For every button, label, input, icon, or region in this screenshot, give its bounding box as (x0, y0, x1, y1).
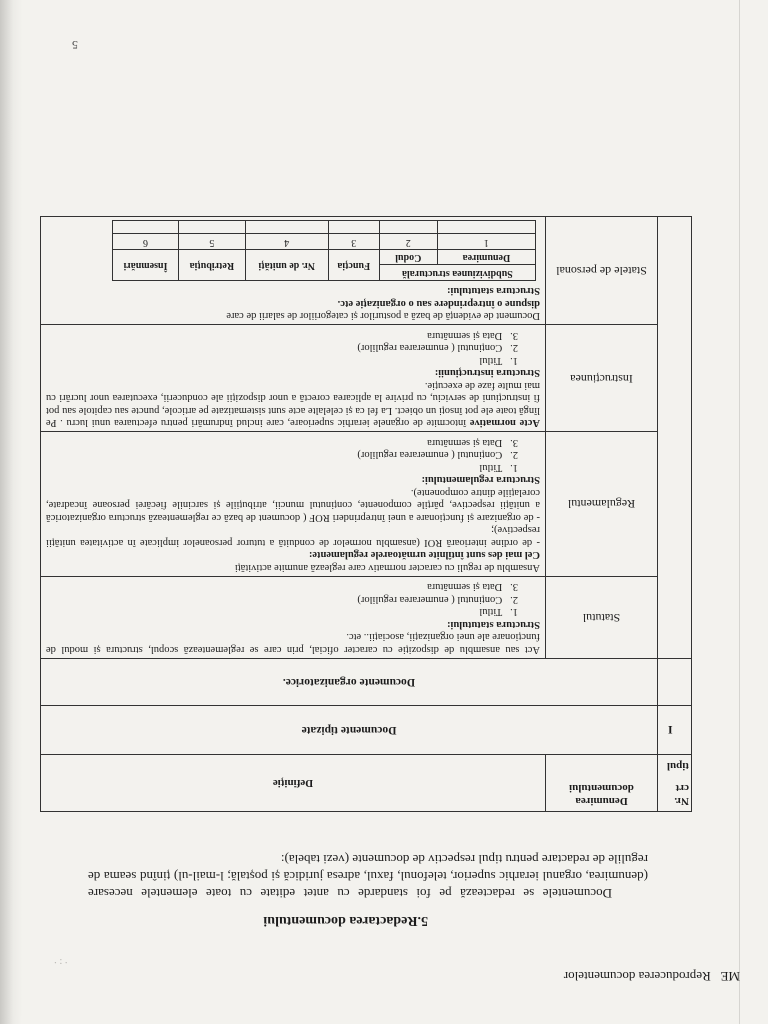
list-item: 3. Data și semnătura (427, 330, 518, 341)
section-title: 5.Redactarea documentului (263, 913, 428, 928)
list-item: 2. Conținutul ( enumerarea regulilor) (357, 342, 518, 354)
list-item: 1. Titlul (479, 606, 518, 618)
definition-bold: Acte normative (469, 417, 540, 429)
header-abbr: ME (720, 969, 740, 984)
list-item: 1. Titlul (479, 462, 518, 473)
sub-empty-cell (113, 221, 179, 234)
list-item: 3. Data și semnătura (427, 581, 518, 593)
nr-empty-cell (658, 217, 692, 659)
sub-number-cell: 5 (179, 234, 246, 250)
intro-paragraph (88, 851, 648, 902)
sub-header-row (113, 265, 536, 281)
typical-documents-row (41, 706, 692, 755)
header-denumirea: Denumirea documentului (546, 755, 658, 812)
table-row (41, 325, 692, 432)
organizational-nr (658, 659, 692, 706)
structure-title: Structura regulamentului: (421, 474, 540, 486)
definition-text: Ansamblu de reguli cu caracter normativ care reglează anumite activități (234, 562, 540, 573)
organizational-title-cell (41, 659, 658, 706)
sub-empty-cell (179, 221, 246, 234)
list-item: 3. Data și semnătura (427, 437, 518, 448)
list-item: 1. Titlul (479, 355, 518, 366)
staff-structure-table (112, 221, 536, 282)
sub-number-cell: 6 (113, 234, 179, 250)
sub-header-denumirea: Denumirea (437, 250, 535, 266)
doc-definition (41, 432, 546, 577)
doc-name: Regulamentul (546, 432, 658, 577)
sub-number-cell: 2 (379, 234, 437, 250)
sub-header-codul: Codul (379, 250, 437, 266)
sub-empty-cell (245, 221, 328, 234)
sub-number-cell: 4 (245, 234, 328, 250)
stamp-mark: ·:· (51, 956, 68, 968)
sub-empty-cell (328, 221, 379, 234)
table-header-row (41, 755, 692, 812)
list-item: 2. Conținutul ( enumerarea regulilor) (357, 449, 518, 461)
structure-title: Structura statutului: (446, 619, 540, 630)
documents-table (40, 217, 692, 813)
scan-edge-shadow (0, 0, 22, 1024)
sub-empty-cell (379, 221, 437, 234)
definition-item: - de organizare și funcționare a unei întreprinderi ROF ( document de bază ce reglementează structura organizatorică a unității respective, părțile componente, conținutul muncii, atribuțiile și sarcinile fiecărei persoane încadrate, corelațiile dintre componente). (46, 487, 540, 523)
sub-number-cell: 3 (328, 234, 379, 250)
margin-line (739, 0, 740, 1024)
sub-header-retributia: Retribuția (179, 250, 246, 281)
header-title: Reproducerea documentelor (563, 969, 711, 984)
header-tip-label: tipul (666, 760, 689, 772)
table-row (41, 577, 692, 659)
intro-text: Documentele se redactează pe foi standarde cu antet editate cu toate elementele necesare (denumirea, organul ierarhic superior, telefonul, faxul, adresa juridică și poștală; l-mail-ul) ținînd seama de regulile de redactare pentru tipul respectiv de documente (vezi tabela): (88, 852, 648, 901)
doc-definition (41, 325, 546, 432)
page-header (564, 968, 740, 984)
row-number: I (658, 706, 692, 755)
table-row (41, 432, 692, 577)
table-row (41, 217, 692, 325)
sub-header-insemnari: Însemnări (113, 250, 179, 281)
page-number: 5 (72, 38, 78, 52)
organizational-title: Documente organizatorice. (282, 676, 416, 689)
structure-title: Structura statutului: (446, 285, 540, 297)
sub-number-row (113, 234, 536, 250)
definition-text: Document de evidență de bază a posturilor și categoriilor de salarii de care (226, 310, 540, 322)
definition-item: - de ordine interioară ROI (ansamblu normelor de conduită a tuturor persoanelor implicate în activitatea unității respective); (46, 524, 540, 548)
definition-bold: dispune o întreprindere sau o organizație etc. (337, 298, 540, 309)
definition-rest: întocmite de organele ierarhic superioare, care includ îndrumări pentru efectuarea unui lucru . Pe lîngă toate ele pot însoți un obiect. La fel ca și celelalte acte sunt sistematizate pe articole, puncte sau capitole sau pot fi instrucțiuni de serviciu, cu privire la aplicarea corectă a unor dispoziții ale conducerii, executarea unor lucrări cu mai multe faze de execuție. (46, 380, 540, 429)
doc-name: Statutul (546, 577, 658, 659)
doc-definition (41, 217, 546, 325)
sub-number-cell: 1 (437, 234, 535, 250)
sub-header-subdiv: Subdiviziunea structurală (379, 265, 535, 281)
header-nr-label: Nr. crt (674, 782, 689, 807)
typical-title: Documente tipizate (301, 724, 397, 737)
header-definitie: Definiție (41, 755, 546, 812)
sub-header-functia: Funcția (328, 250, 379, 281)
doc-name: Statele de personal (546, 217, 658, 325)
list-item: 2. Conținutul ( enumerarea regulilor) (357, 594, 518, 605)
sub-header-nr-unitati: Nr. de unități (245, 250, 328, 281)
doc-name: Instrucțiunea (546, 325, 658, 432)
definition-text: Act sau ansamblu de dispoziție cu caracter oficial, prin care se reglementează scopul, structura și modul de funcționare ale unei organizații, asociații.. etc. (46, 631, 540, 655)
structure-title: Structura instrucțiunii: (434, 367, 540, 379)
definition-bold: Cel mai des sunt întîlnite următoarele regulamente: (308, 549, 540, 561)
sub-empty-row (113, 221, 536, 234)
definition-text (46, 379, 540, 429)
doc-definition (41, 577, 546, 659)
sub-empty-cell (437, 221, 535, 234)
organizational-row (41, 659, 692, 706)
header-nr (658, 755, 692, 812)
typical-title-cell (41, 706, 658, 755)
